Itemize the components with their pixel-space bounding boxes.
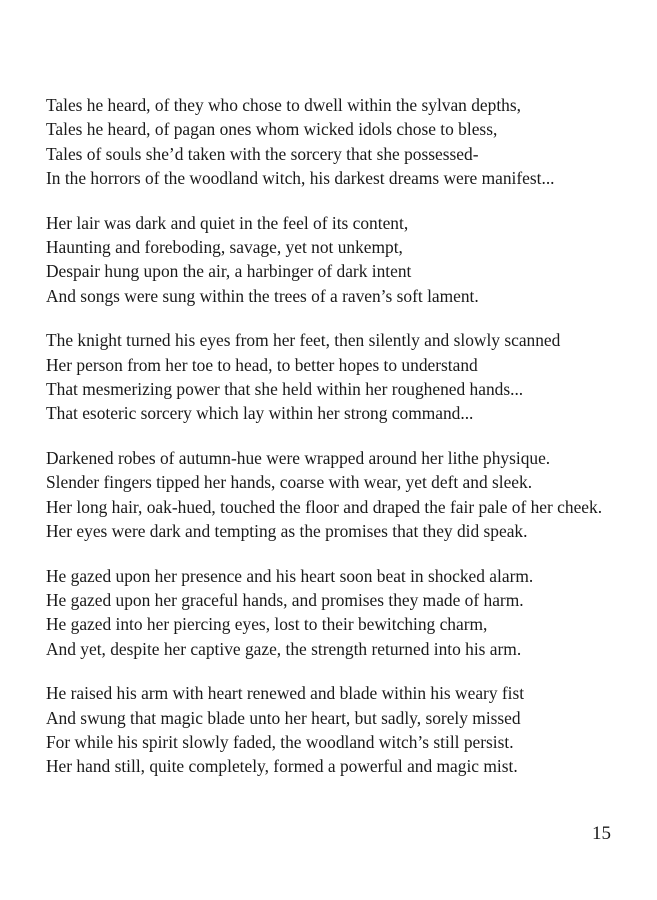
poem-line: Slender fingers tipped her hands, coarse with wear, yet deft and sleek. (46, 472, 533, 493)
poem-line: Her lair was dark and quiet in the feel of its content, (46, 212, 409, 233)
poem-line: And songs were sung within the trees of a raven’s soft lament. (46, 285, 479, 306)
stanza-4 (46, 446, 636, 544)
stanza-3 (46, 328, 636, 426)
poem-line: The knight turned his eyes from her feet, then silently and slowly scanned (46, 330, 561, 351)
poem-line: In the horrors of the woodland witch, his darkest dreams were manifest... (46, 168, 555, 189)
poem-line: That esoteric sorcery which lay within her strong command... (46, 403, 474, 424)
poem-line: And yet, despite her captive gaze, the strength returned into his arm. (46, 638, 522, 659)
poem-line: And swung that magic blade unto her heart, but sadly, sorely missed (46, 707, 521, 728)
poem-line: Darkened robes of autumn-hue were wrapped around her lithe physique. (46, 447, 551, 468)
poem-line: Despair hung upon the air, a harbinger of dark intent (46, 261, 412, 282)
poem-line: Her person from her toe to head, to better hopes to understand (46, 354, 478, 375)
poem-body (46, 93, 636, 799)
page-number: 15 (592, 823, 611, 844)
poem-line: Her eyes were dark and tempting as the promises that they did speak. (46, 521, 528, 542)
poem-line: That mesmerizing power that she held within her roughened hands... (46, 379, 524, 400)
poem-line: He gazed upon her graceful hands, and promises they made of harm. (46, 589, 524, 610)
poem-line: Tales he heard, of they who chose to dwell within the sylvan depths, (46, 95, 521, 115)
stanza-5 (46, 564, 636, 662)
poem-line: Her hand still, quite completely, formed a powerful and magic mist. (46, 756, 518, 777)
stanza-1 (46, 93, 636, 191)
poem-line: He gazed into her piercing eyes, lost to their bewitching charm, (46, 614, 488, 635)
poem-line: For while his spirit slowly faded, the woodland witch’s still persist. (46, 731, 514, 752)
poem-line: Her long hair, oak-hued, touched the floor and draped the fair pale of her cheek. (46, 496, 603, 517)
stanza-6 (46, 681, 636, 779)
stanza-2 (46, 211, 636, 309)
poem-line: He gazed upon her presence and his heart soon beat in shocked alarm. (46, 565, 534, 586)
poem-line: Tales of souls she’d taken with the sorcery that she possessed- (46, 143, 479, 164)
poem-line: Tales he heard, of pagan ones whom wicked idols chose to bless, (46, 119, 498, 140)
poem-line: He raised his arm with heart renewed and blade within his weary fist (46, 683, 525, 704)
poem-line: Haunting and foreboding, savage, yet not unkempt, (46, 237, 403, 258)
